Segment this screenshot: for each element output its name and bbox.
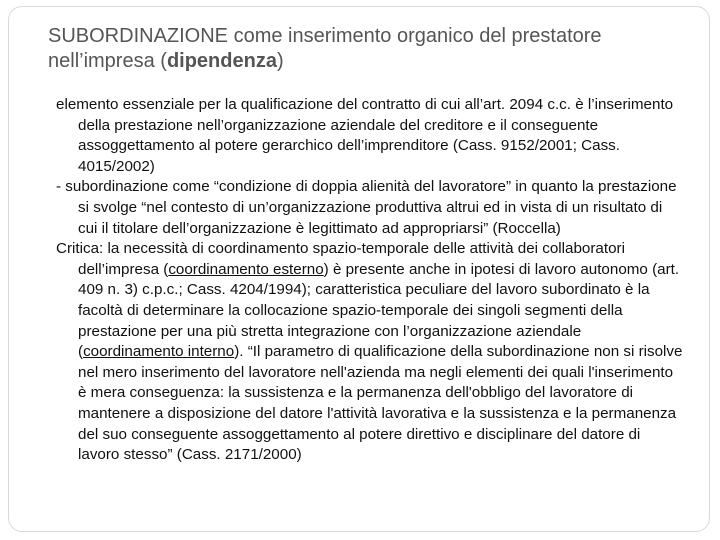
title-text: SUBORDINAZIONE come inserimento organico del prestatore nell’impresa ( xyxy=(48,25,602,72)
title-emphasis: dipendenza xyxy=(166,50,277,72)
paragraph-definition: elemento essenziale per la qualificazione del contratto di cui all’art. 2094 c.c. è l’inserimento della prestazione nell’organizzazione aziendale del creditore e il conseguente assoggettamento al potere gerarchico dell’imprenditore (Cass. 9152/2001; Cass. 4015/2002) xyxy=(56,96,674,175)
critique-text-3: ). “Il parametro di qualificazione della subordinazione non si risolve nel mero inserimento del lavoratore nell'azienda ma negli elementi dei quali l'inserimento è mera conseguenza: la sussistenza e la permanenza dell'obbligo del lavoratore di mantenere a disposizione del datore l'attività lavorativa e la sussistenza e la permanenza del suo conseguente assoggettamento al potere direttivo e disciplinare del datore di lavoro stesso” (Cass. 2171/2000) xyxy=(78,343,683,464)
title-closing: ) xyxy=(276,50,284,72)
slide-title xyxy=(48,24,688,74)
paragraph-critique xyxy=(56,239,684,466)
critique-text-1: Critica: la necessità di coordinamento spazio-temporale delle attività dei collaboratori dell’impresa ( xyxy=(56,240,625,278)
slide-body xyxy=(56,95,684,466)
critique-underline-internal: coordinamento interno xyxy=(83,343,235,361)
critique-text-2: ) è presente anche in ipotesi di lavoro autonomo (art. 409 n. 3) c.p.c.; Cass. 4204/1994); caratteristica peculiare del lavoro subordinato è la facoltà di determinare la collocazione spazio-temporale dei singoli segmenti della prestazione per una più stretta integrazione con l’organizzazione aziendale ( xyxy=(78,260,680,361)
paragraph-double-alienity: - subordinazione come “condizione di doppia alienità del lavoratore” in quanto la prestazione si svolge “nel contesto di un’organizzazione produttiva altrui ed in vista di un risultato di cui il titolare dell’organizzazione è legittimato ad appropriarsi” (Roccella) xyxy=(56,178,677,237)
critique-underline-external: coordinamento esterno xyxy=(168,260,324,278)
